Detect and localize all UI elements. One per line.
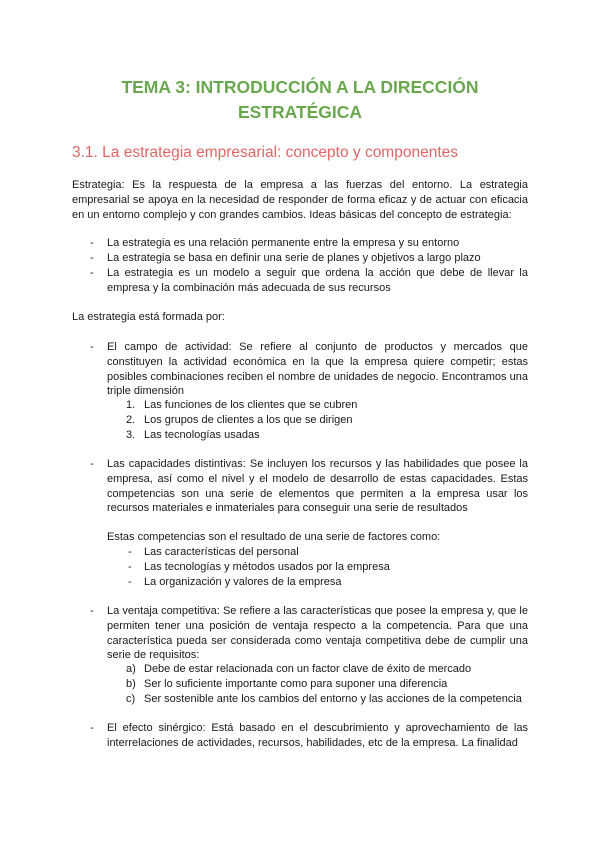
list-dash: - bbox=[90, 341, 94, 353]
campo-item-1: Las funciones de los clientes que se cubren bbox=[144, 399, 358, 411]
intro-paragraph: Estrategia: Es la respuesta de la empresa a las fuerzas del entorno. La estrategia empresarial se apoya en la necesidad de responder de forma eficaz y de actuar con eficacia en un entorno complejo y con grandes cambios. Ideas básicas del concepto de estrategia: bbox=[72, 179, 528, 221]
ventaja-item-c: Ser sostenible ante los cambios del entorno y las acciones de la competencia bbox=[144, 693, 522, 705]
factor-item-1: Las características del personal bbox=[144, 546, 299, 558]
lettered-marker: c) bbox=[126, 693, 136, 705]
list-dash: - bbox=[90, 252, 94, 264]
campo-actividad-text: El campo de actividad: Se refiere al conjunto de productos y mercados que constituyen la actividad económica en la que la empresa quiere competir; estas posibles combinaciones reciben el nombre de unidades de negocio. Encontramos una triple dimensión bbox=[107, 341, 528, 398]
list-dash: - bbox=[90, 458, 94, 470]
list-dash: - bbox=[90, 267, 94, 279]
ventaja-text: La ventaja competitiva: Se refiere a las características que posee la empresa y, que le permiten tener una posición de ventaja respecto a la competencia. Para que una característica pueda ser considerada como ventaja competitiva debe de cumplir una serie de requisitos: bbox=[107, 605, 528, 662]
ventaja-item-b: Ser lo suficiente importante como para suponer una diferencia bbox=[144, 678, 448, 690]
ventaja-item-a: Debe de estar relacionada con un factor clave de éxito de mercado bbox=[144, 663, 472, 675]
page-title-line-2: ESTRATÉGICA bbox=[237, 102, 363, 122]
list-dash: - bbox=[90, 605, 94, 617]
lettered-marker: a) bbox=[126, 663, 136, 675]
numbered-marker: 2. bbox=[126, 414, 136, 426]
sinergico-text: El efecto sinérgico: Está basado en el descubrimiento y aprovechamiento de las interrelaciones de actividades, recursos, habilidades, etc de la empresa. La finalidad bbox=[107, 722, 528, 749]
section-heading: 3.1. La estrategia empresarial: concepto y componentes bbox=[72, 144, 459, 161]
campo-item-2: Los grupos de clientes a los que se dirigen bbox=[144, 414, 353, 426]
numbered-marker: 1. bbox=[126, 399, 136, 411]
campo-item-3: Las tecnologías usadas bbox=[144, 429, 260, 441]
capacidades-text: Las capacidades distintivas: Se incluyen los recursos y las habilidades que posee la empresa, así como el nivel y el modelo de desarrollo de estas capacidades. Estas competencias son una serie de elementos que permiten a la empresa usar los recursos materiales e inmateriales para conseguir una serie de resultados bbox=[107, 458, 528, 515]
factor-item-3: La organización y valores de la empresa bbox=[144, 576, 342, 588]
formada-intro: La estrategia está formada por: bbox=[72, 311, 225, 323]
list-dash: - bbox=[128, 576, 132, 588]
list-dash: - bbox=[90, 237, 94, 249]
idea-item-3: La estrategia es un modelo a seguir que ordena la acción que debe de llevar la empresa y la combinación más adecuada de sus recursos bbox=[107, 267, 528, 294]
factors-intro: Estas competencias son el resultado de una serie de factores como: bbox=[107, 531, 441, 543]
idea-item-1: La estrategia es una relación permanente entre la empresa y su entorno bbox=[107, 237, 460, 249]
page-title-line-1: TEMA 3: INTRODUCCIÓN A LA DIRECCIÓN bbox=[121, 77, 479, 97]
list-dash: - bbox=[128, 561, 132, 573]
lettered-marker: b) bbox=[126, 678, 136, 690]
list-dash: - bbox=[90, 722, 94, 734]
idea-item-2: La estrategia se basa en definir una serie de planes y objetivos a largo plazo bbox=[107, 252, 481, 264]
factor-item-2: Las tecnologías y métodos usados por la empresa bbox=[144, 561, 390, 573]
numbered-marker: 3. bbox=[126, 429, 136, 441]
list-dash: - bbox=[128, 546, 132, 558]
